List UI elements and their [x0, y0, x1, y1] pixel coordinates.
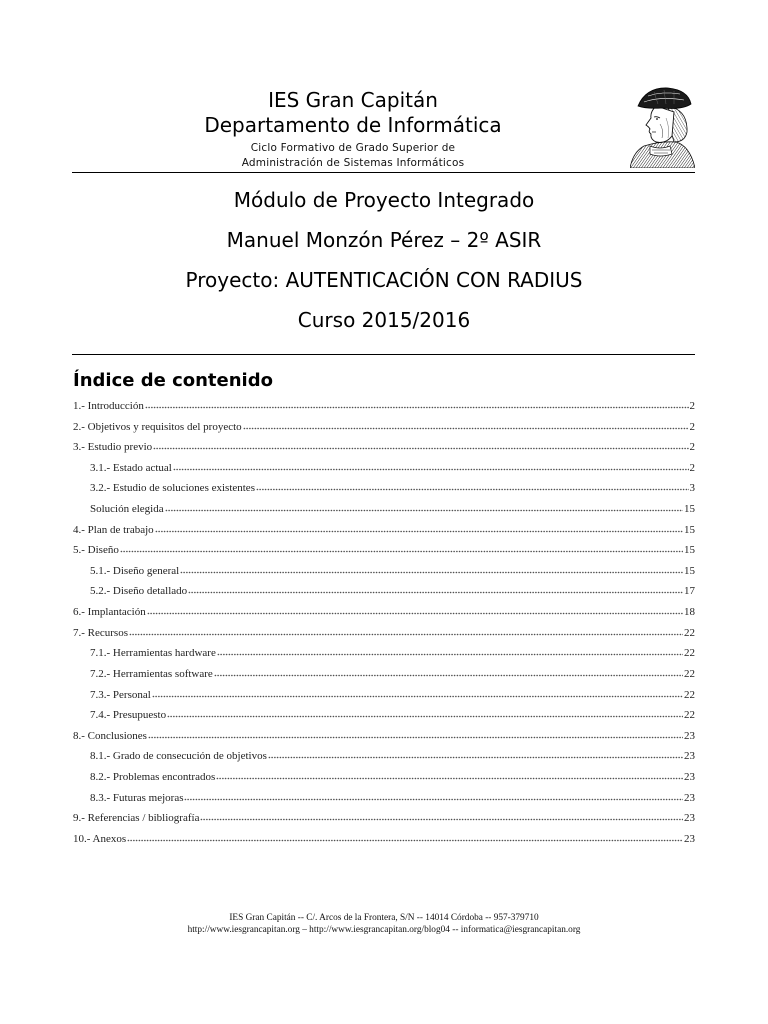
toc-dot-leader: [129, 633, 683, 636]
toc-entry-page: 2: [689, 400, 695, 412]
toc-entry-page: 22: [684, 709, 695, 722]
toc-entry[interactable]: [73, 746, 695, 767]
toc-entry-page: 23: [684, 770, 695, 783]
toc-entry[interactable]: [73, 664, 695, 685]
toc-dot-leader: [127, 839, 683, 842]
toc-entry-page: 23: [684, 791, 695, 804]
toc-entry-page: 2: [689, 461, 695, 474]
footer-address: IES Gran Capitán -- C/. Arcos de la Frontera, S/N -- 14014 Córdoba -- 957-379710: [229, 913, 539, 923]
toc-entry-page: 3: [689, 482, 695, 495]
toc-dot-leader: [216, 777, 683, 780]
toc-entry[interactable]: [73, 705, 695, 726]
toc-entry-page: 22: [684, 667, 695, 680]
school-name: IES Gran Capitán: [268, 88, 438, 112]
toc-entry-page: 15: [684, 523, 695, 536]
toc-dot-leader: [217, 653, 683, 656]
toc-entry-page: 17: [684, 585, 695, 598]
toc-entry-page: 2: [689, 420, 695, 433]
toc-entry-label: 5.- Diseño: [73, 544, 119, 557]
toc-entry-label: 8.3.- Futuras mejoras: [90, 791, 184, 804]
toc-entry-page: 22: [684, 647, 695, 660]
toc-entry[interactable]: [73, 478, 695, 499]
toc-entry-label: 7.3.- Personal: [90, 688, 151, 701]
toc-dot-leader: [200, 818, 683, 821]
toc-entry-label: 4.- Plan de trabajo: [73, 523, 154, 536]
toc-entry[interactable]: [73, 561, 695, 582]
author-line: Manuel Monzón Pérez – 2º ASIR: [226, 228, 542, 252]
toc-entry-page: 23: [684, 812, 695, 825]
toc-entry-label: 1.- Introducción: [73, 400, 144, 412]
toc-entry-label: 3.- Estudio previo: [73, 441, 153, 454]
toc-dot-leader: [120, 550, 683, 553]
toc-entry-page: 23: [684, 832, 695, 845]
toc-entry-label: 7.2.- Herramientas software: [90, 667, 213, 680]
toc-entry[interactable]: [73, 458, 695, 479]
toc-dot-leader: [165, 509, 683, 512]
cycle-line-2: Administración de Sistemas Informáticos: [241, 157, 465, 169]
toc-dot-leader: [180, 571, 683, 574]
toc-entry[interactable]: [73, 767, 695, 788]
toc-dot-leader: [268, 756, 683, 759]
toc-entry-page: 2: [689, 441, 695, 454]
toc-entry-page: 22: [684, 688, 695, 701]
toc-entry-label: 5.1.- Diseño general: [90, 564, 180, 577]
toc-entry[interactable]: [73, 520, 695, 541]
toc-entry-label: 6.- Implantación: [73, 606, 146, 619]
toc-entry-label: 8.- Conclusiones: [73, 729, 147, 742]
toc-entry-page: 15: [684, 544, 695, 557]
toc-entry-page: 23: [684, 729, 695, 742]
toc-entry-page: 18: [684, 606, 695, 619]
toc-dot-leader: [153, 447, 688, 450]
toc-entry[interactable]: [73, 623, 695, 644]
toc-dot-leader: [147, 612, 683, 615]
toc-dot-leader: [214, 674, 683, 677]
toc-entry[interactable]: [73, 788, 695, 809]
toc-entry[interactable]: [73, 396, 695, 417]
toc-entry[interactable]: [73, 808, 695, 829]
toc-entry-label: 9.- Referencias / bibliografía: [73, 812, 200, 825]
toc-entry[interactable]: [73, 602, 695, 623]
toc-entry[interactable]: [73, 499, 695, 520]
portrait-image: [630, 84, 695, 168]
toc-entry[interactable]: [73, 829, 695, 850]
toc-entry-page: 23: [684, 750, 695, 763]
toc-entry-label: 10.- Anexos: [73, 832, 127, 845]
toc-entry[interactable]: [73, 540, 695, 561]
toc-entry-label: 7.- Recursos: [73, 626, 128, 639]
footer-links: http://www.iesgrancapitan.org – http://www.iesgrancapitan.org/blog04 -- informatica@iesgrancapitan.org: [187, 925, 581, 935]
toc-entry[interactable]: [73, 643, 695, 664]
toc-list: [73, 396, 695, 849]
toc-entry-label: 8.2.- Problemas encontrados: [90, 770, 216, 783]
toc-entry[interactable]: [73, 685, 695, 706]
toc-entry-label: 3.1.- Estado actual: [90, 461, 172, 474]
toc-dot-leader: [256, 488, 689, 491]
toc-entry-label: Solución elegida: [90, 503, 164, 516]
title-divider: [72, 354, 695, 355]
module-title: Módulo de Proyecto Integrado: [233, 188, 535, 212]
toc-dot-leader: [188, 591, 683, 594]
toc-dot-leader: [184, 798, 683, 801]
project-title: Proyecto: AUTENTICACIÓN CON RADIUS: [185, 268, 583, 292]
toc-dot-leader: [155, 530, 683, 533]
toc-dot-leader: [145, 406, 689, 409]
toc-entry[interactable]: [73, 726, 695, 747]
toc-entry-page: 15: [684, 503, 695, 516]
toc-entry-label: 5.2.- Diseño detallado: [90, 585, 188, 598]
course-line: Curso 2015/2016: [297, 308, 471, 332]
toc-dot-leader: [148, 736, 683, 739]
toc-entry-page: 22: [684, 626, 695, 639]
toc-entry-label: 8.1.- Grado de consecución de objetivos: [90, 750, 267, 763]
toc-entry-label: 7.1.- Herramientas hardware: [90, 647, 216, 660]
toc-entry[interactable]: [73, 581, 695, 602]
header-divider: [72, 172, 695, 173]
toc-dot-leader: [152, 695, 683, 698]
toc-entry[interactable]: [73, 437, 695, 458]
toc-dot-leader: [243, 427, 689, 430]
toc-entry-label: 7.4.- Presupuesto: [90, 709, 167, 722]
toc-entry[interactable]: [73, 417, 695, 438]
toc-dot-leader: [173, 468, 689, 471]
department-name: Departamento de Informática: [204, 113, 502, 137]
toc-entry-page: 15: [684, 564, 695, 577]
toc-heading: Índice de contenido: [73, 370, 273, 391]
toc-entry-label: 2.- Objetivos y requisitos del proyecto: [73, 420, 242, 433]
toc-dot-leader: [167, 715, 683, 718]
cycle-line-1: Ciclo Formativo de Grado Superior de: [250, 142, 456, 154]
toc-entry-label: 3.2.- Estudio de soluciones existentes: [90, 482, 255, 495]
